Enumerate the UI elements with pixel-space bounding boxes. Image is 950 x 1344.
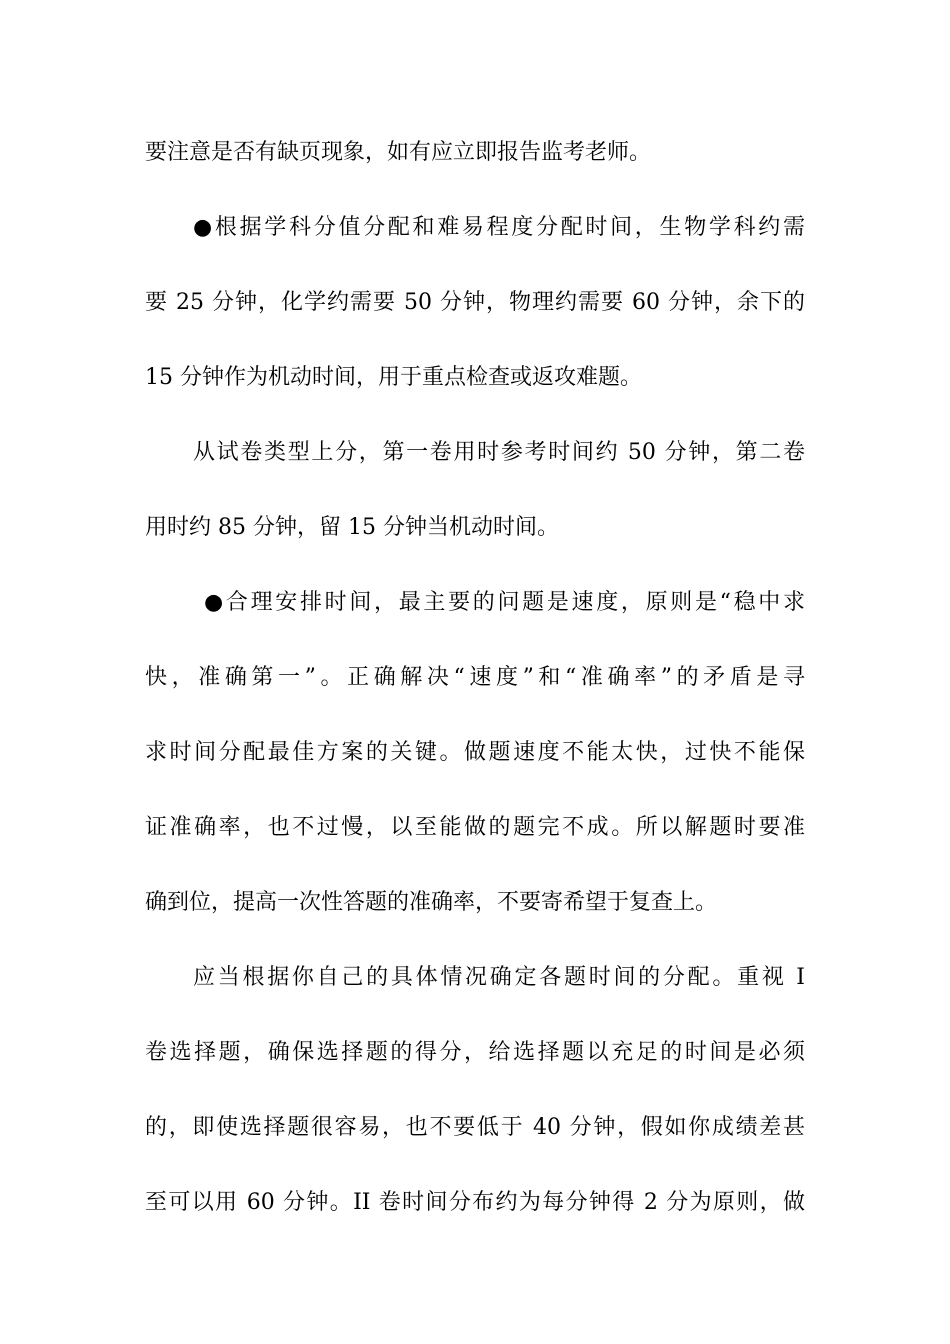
text-line: 卷选择题，确保选择题的得分，给选择题以充足的时间是必须	[145, 1040, 805, 1065]
text-line: 的，即使选择题很容易，也不要低于 40 分钟，假如你成绩差甚	[145, 1115, 805, 1140]
text-line: 确到位，提高一次性答题的准确率，不要寄希望于复查上。	[145, 890, 718, 915]
text-line: ●根据学科分值分配和难易程度分配时间，生物学科约需	[193, 215, 805, 240]
text-line: 至可以用 60 分钟。II 卷时间分布约为每分钟得 2 分为原则，做	[145, 1190, 805, 1215]
text-line: 15 分钟作为机动时间，用于重点检查或返攻难题。	[145, 365, 642, 390]
text-line: 用时约 85 分钟，留 15 分钟当机动时间。	[145, 515, 559, 540]
text-line: 快，准确第一”。正确解决“速度”和“准确率”的矛盾是寻	[145, 665, 805, 690]
text-line: 要注意是否有缺页现象，如有应立即报告监考老师。	[145, 140, 652, 165]
text-line: 应当根据你自己的具体情况确定各题时间的分配。重视 I	[193, 965, 805, 990]
text-line: 要 25 分钟，化学约需要 50 分钟，物理约需要 60 分钟，余下的	[145, 290, 805, 315]
text-line: ●合理安排时间，最主要的问题是速度，原则是“稳中求	[204, 590, 805, 615]
text-line: 求时间分配最佳方案的关键。做题速度不能太快，过快不能保	[145, 740, 805, 765]
text-line: 证准确率，也不过慢，以至能做的题完不成。所以解题时要准	[145, 815, 805, 840]
text-line: 从试卷类型上分，第一卷用时参考时间约 50 分钟，第二卷	[193, 440, 805, 465]
